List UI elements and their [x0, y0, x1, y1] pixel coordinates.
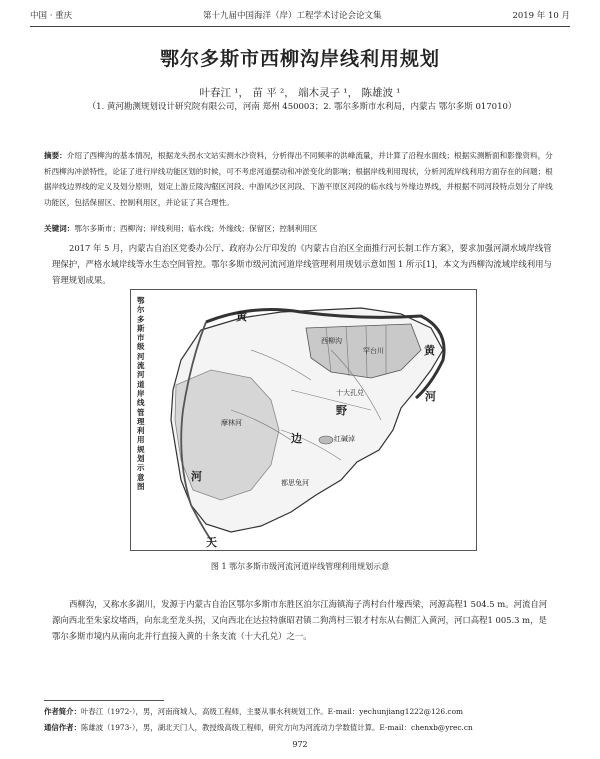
abstract-text: 介绍了西柳沟的基本情况，根据龙头拐水文站实测水沙资料，分析得出不同频率的洪峰流量，并计算了沿程水面线；根据实测断面和影像资料，分析西柳沟冲淤特性，论证了进行岸线功能区划的时候，可不考虑河道摆动和冲淤变化的影响；根据岸线利用现状，分析河流岸线利用方面存在的问题；根据岸线边界线的定义及划分原则，划定上游丘陵沟壑区河段、中游风沙区河段、下游平原区河段的临水线与外缘边界线，并根据不同河段特点划分了岸线功能区，包括保留区、控制利用区，并论证了其合理性。: [44, 151, 553, 207]
footnote-author-label: 作者简介：: [44, 707, 81, 716]
figure-legend-vertical: 鄂尔多斯市级河流河道岸线管理利用规划示意图: [137, 296, 145, 491]
label-ye: 野: [336, 404, 347, 417]
label-sub-1: 西柳沟: [321, 337, 342, 345]
map-drawing: [131, 290, 476, 550]
paper-title: 鄂尔多斯市西柳沟岸线利用规划: [159, 48, 440, 70]
label-sub-5: 都思兔河: [281, 479, 309, 487]
keywords-label: 关键词：: [44, 224, 75, 233]
footnote-author: [44, 706, 559, 717]
header-center: 第十九届中国海洋（岸）工程学术讨论会论文集: [203, 11, 382, 21]
affiliation: （1. 黄河勘测规划设计研究院有限公司，河南 郑州 450003；2. 鄂尔多斯市水利局，内蒙古 鄂尔多斯 017010）: [87, 102, 517, 112]
header-right: 2019 年 10 月: [512, 11, 570, 21]
keywords: [44, 223, 554, 234]
page-number: 972: [292, 740, 308, 749]
footnote-corresponding-text: 陈雄波（1973-），男，湖北天门人，教授级高级工程师，研究方向为河流动力学数值计算。E-mail：chenxb@yrec.cn: [80, 723, 473, 732]
label-sub-3: 十大孔兑: [336, 389, 364, 397]
body-paragraph-1: 2017 年 5 月，内蒙古自治区党委办公厅、政府办公厅印发的《内蒙古自治区全面推行河长制工作方案》，要求加强河湖水域岸线管理保护，严格水域岸线等水生态空间管控。鄂尔多斯市级河流河道岸线管理利用规划示意如图 1 所示[1]，本文为西柳沟流域岸线利用与管理规划成果。: [52, 243, 552, 285]
label-tian: 天: [206, 536, 217, 549]
lake-honghanao: [319, 436, 333, 444]
running-header: [30, 9, 570, 27]
label-he-1: 河: [191, 470, 202, 483]
label-sub-4: 摩林河: [221, 419, 242, 427]
figure-map: [130, 289, 477, 551]
header-left: 中国 · 重庆: [30, 11, 73, 21]
footnote-corresponding-label: 通信作者：: [44, 723, 81, 732]
footnote-corresponding: [44, 722, 559, 733]
keywords-text: 鄂尔多斯市；西柳沟；岸线利用；临水线；外缘线；保留区；控制利用区: [74, 224, 318, 233]
abstract: [44, 148, 554, 210]
figure-caption: 图 1 鄂尔多斯市级河流河道岸线管理利用规划示意: [210, 562, 390, 571]
footnote-rule: [44, 700, 164, 701]
label-he-2: 河: [425, 390, 436, 403]
label-huang-2: 黄: [424, 344, 435, 357]
label-huang-1: 黄: [236, 310, 247, 323]
label-bian: 边: [291, 432, 302, 445]
body-paragraph-2: 西柳沟，又称水多湖川，发源于内蒙古自治区鄂尔多斯市东胜区泊尔江海镇海子湾村台什壕西梁，河源高程1 504.5 m。河流自河源向西北至朱家坟堵西，向东北至龙头拐，又向西北在达拉特旗昭君镇二狗湾村三银才村东从右侧汇入黄河，河口高程1 005.3 m，是鄂尔多斯市境内从南向北并行直接入黄的十条支流（十大孔兑）之一。: [52, 599, 548, 641]
label-sub-2: 罕台川: [363, 347, 384, 355]
abstract-label: 摘要：: [44, 151, 67, 160]
author-list: 叶春江 ¹， 苗 平 ²， 端木灵子 ¹， 陈雄波 ¹: [199, 87, 401, 99]
footnote-author-text: 叶春江（1972-），男，河南商城人，高级工程师，主要从事水利规划工作。E-mail：yechunjiang1222@126.com: [80, 707, 464, 716]
label-honghanao: 红碱淖: [334, 435, 355, 443]
